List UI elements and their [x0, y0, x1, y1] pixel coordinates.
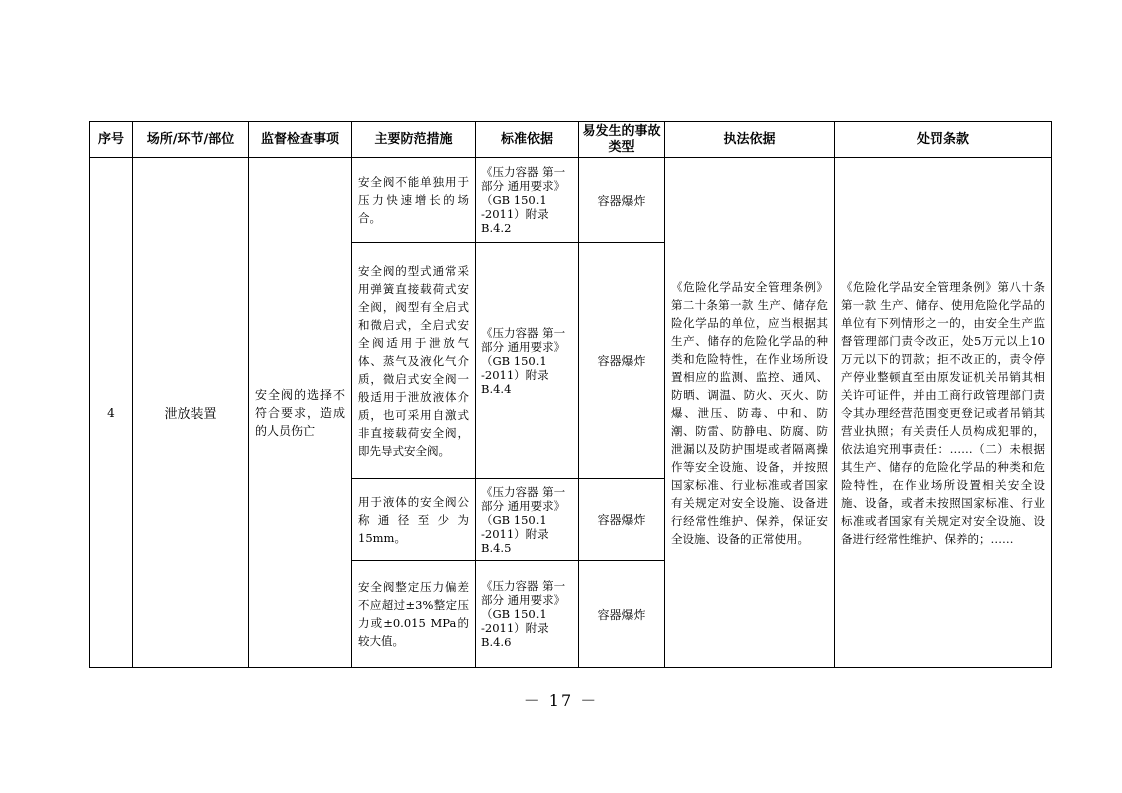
inspection-table	[89, 121, 1052, 668]
page-number: － 17 －	[523, 691, 599, 710]
standard-cell: 《压力容器 第一部分 通用要求》（GB 150.1 -2011）附录B.4.2	[476, 158, 579, 243]
accident-type-cell: 容器爆炸	[579, 243, 665, 479]
measure-cell: 安全阀的型式通常采用弹簧直接载荷式安全阀，阀型有全启式和微启式，全启式安全阀适用于泄放气体、蒸气及液化气介质，微启式安全阀一般适用于泄放液体介质，也可采用自激式非直接载荷安全阀，即先导式安全阀。	[352, 243, 476, 479]
measure-cell: 安全阀整定压力偏差不应超过±3%整定压力或±0.015 MPa的较大值。	[352, 561, 476, 668]
accident-type-cell: 容器爆炸	[579, 158, 665, 243]
header-cell-penalty: 处罚条款	[835, 122, 1052, 158]
row-number-cell: 4	[90, 158, 133, 668]
measure-cell: 安全阀不能单独用于压力快速增长的场合。	[352, 158, 476, 243]
standard-cell: 《压力容器 第一部分 通用要求》（GB 150.1 -2011）附录B.4.6	[476, 561, 579, 668]
header-cell-measures: 主要防范措施	[352, 122, 476, 158]
location-cell: 泄放装置	[133, 158, 249, 668]
inspection-item-cell: 安全阀的选择不符合要求，造成的人员伤亡	[249, 158, 352, 668]
standard-cell: 《压力容器 第一部分 通用要求》（GB 150.1 -2011）附录B.4.5	[476, 479, 579, 561]
header-cell-accident-type: 易发生的事故类型	[579, 122, 665, 158]
legal-basis-cell: 《危险化学品安全管理条例》第二十条第一款 生产、储存危险化学品的单位，应当根据其生产、储存的危险化学品的种类和危险特性，在作业场所设置相应的监测、监控、通风、防晒、调温、防火、灭火、防爆、泄压、防毒、中和、防潮、防雷、防静电、防腐、防泄漏以及防护围堤或者隔离操作等安全设施、设备，并按照国家标准、行业标准或者国家有关规定对安全设施、设备进行经常性维护、保养，保证安全设施、设备的正常使用。	[665, 158, 835, 668]
penalty-cell: 《危险化学品安全管理条例》第八十条第一款 生产、储存、使用危险化学品的单位有下列情形之一的，由安全生产监督管理部门责令改正，处5万元以上10万元以下的罚款；拒不改正的，责令停产停业整顿直至由原发证机关吊销其相关许可证件，并由工商行政管理部门责令其办理经营范围变更登记或者吊销其营业执照；有关责任人员构成犯罪的，依法追究刑事责任：……（二）未根据其生产、储存的危险化学品的种类和危险特性，在作业场所设置相关安全设施、设备，或者未按照国家标准、行业标准或者国家有关规定对安全设施、设备进行经常性维护、保养的；……	[835, 158, 1052, 668]
header-cell-location: 场所/环节/部位	[133, 122, 249, 158]
header-cell-inspection-item: 监督检查事项	[249, 122, 352, 158]
accident-type-cell: 容器爆炸	[579, 479, 665, 561]
accident-type-cell: 容器爆炸	[579, 561, 665, 668]
header-row	[90, 122, 1052, 158]
measure-cell: 用于液体的安全阀公称通径至少为15mm。	[352, 479, 476, 561]
header-cell-standard: 标准依据	[476, 122, 579, 158]
table-row	[90, 158, 1052, 243]
standard-cell: 《压力容器 第一部分 通用要求》（GB 150.1 -2011）附录B.4.4	[476, 243, 579, 479]
header-cell-legal-basis: 执法依据	[665, 122, 835, 158]
header-cell-number: 序号	[90, 122, 133, 158]
